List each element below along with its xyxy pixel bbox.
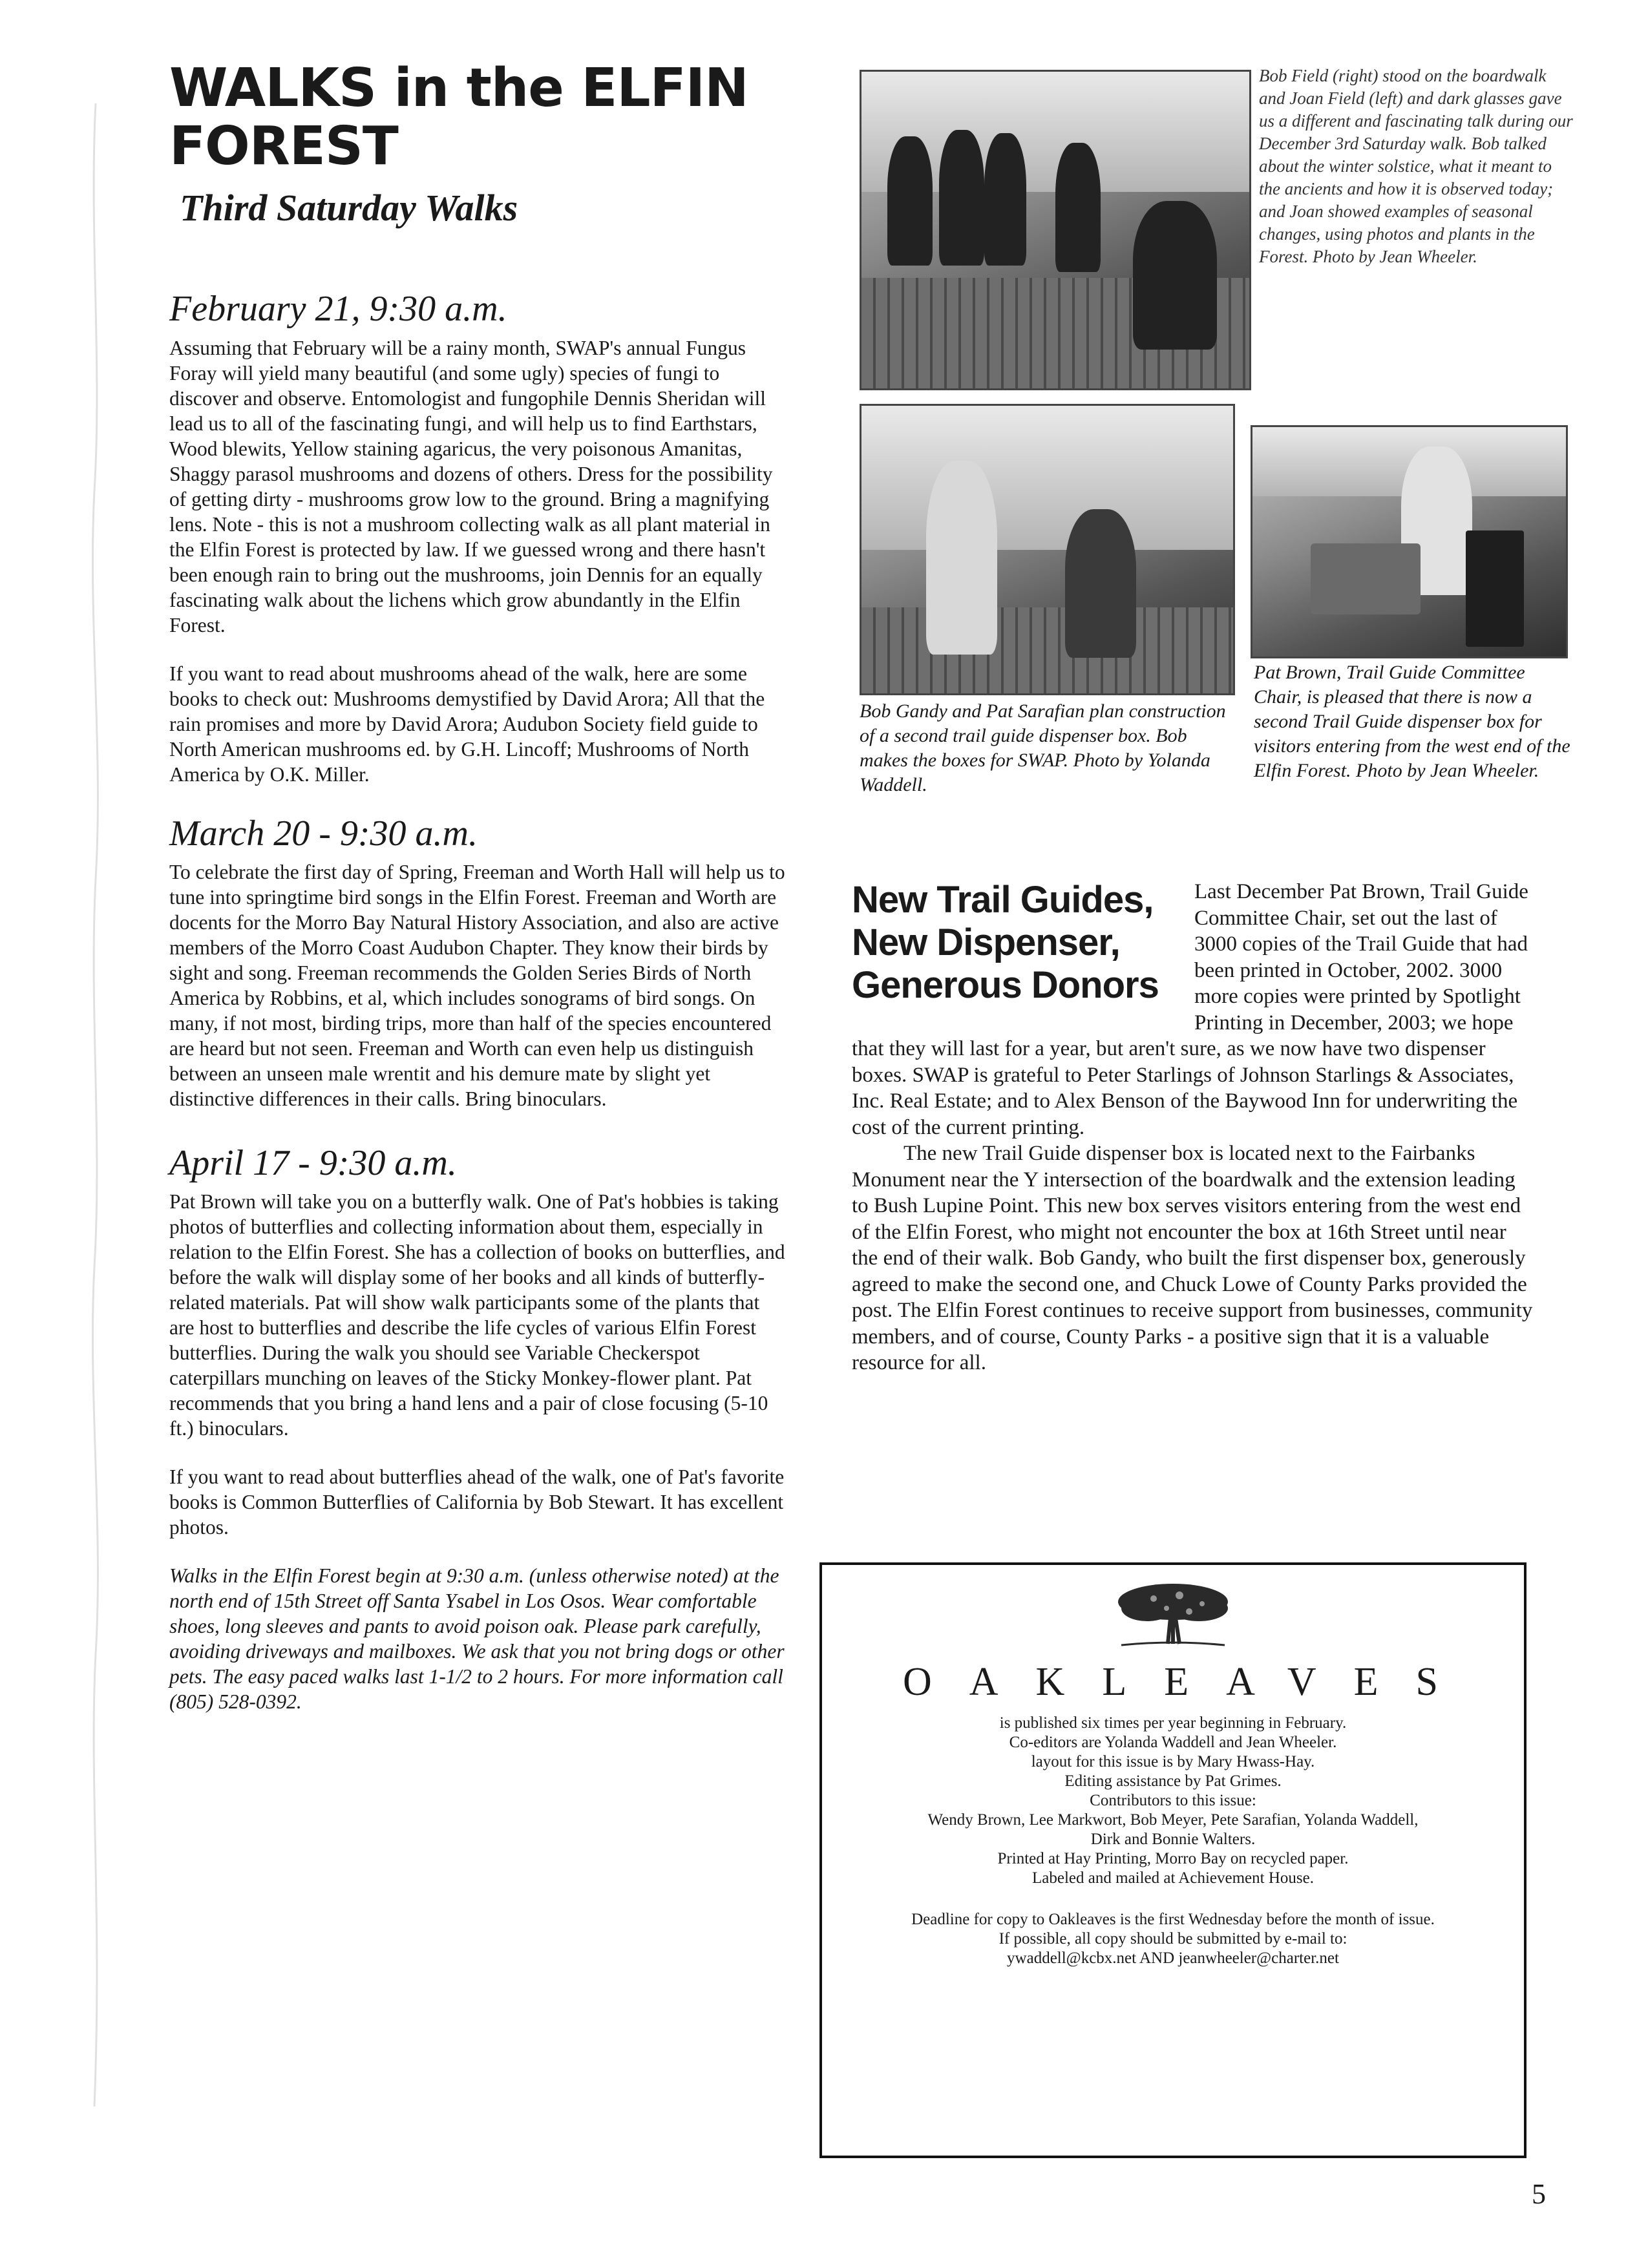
scan-margin-marks [83,103,109,2106]
oak-tree-icon [1108,1579,1238,1654]
oakleaves-title: OAKLEAVES [903,1660,1475,1704]
oakleaves-email: ywaddell@kcbx.net AND jeanwheeler@charter.net [1007,1949,1339,1967]
brown-photo-caption: Pat Brown, Trail Guide Committee Chair, is pleased that there is now a second Trail Guide dispenser box for visitors entering from the west end of the Elfin Forest. Photo by Jean Wheeler. [1254,662,1570,781]
oakleaves-line: layout for this issue is by Mary Hwass-Hay. [1031,1753,1315,1770]
walk-paragraph: If you want to read about mushrooms ahead of the walk, here are some books to check out: Mushrooms demystified by David Arora; All that the rain promises and more by David Arora; Audubon Society field guide to North American mushrooms ed. by G.H. Lincoff; Mushrooms of North America by O.K. Miller. [169,662,765,786]
oakleaves-deadline: If possible, all copy should be submitted by e-mail to: [998,1930,1347,1948]
walk-april [169,1142,787,1540]
page-title: WALKS in the ELFIN FOREST [169,58,748,178]
pat-brown-dispenser-photo [1251,425,1568,658]
oakleaves-line: Wendy Brown, Lee Markwort, Bob Meyer, Pete Sarafian, Yolanda Waddell, [927,1811,1419,1829]
walk-paragraph: Assuming that February will be a rainy month, SWAP's annual Fungus Foray will yield many beautiful (and some ugly) species of fungi to discover and observe. Entomologist and fungophile Dennis Sheridan will lead us to all of the fascinating fungi, and will help us to find Earthstars, Wood blewits, Yellow staining agaricus, the very poisonous Amanitas, Shaggy parasol mushrooms and dozens of others. Dress for the possibility of getting dirty - mushrooms grow low to the ground. Bring a magnifying lens. Note - this is not a mushroom collecting walk as all plant material in the Elfin Forest is protected by law. If we guessed wrong and there hasn't been enough rain to bring out the mushrooms, join Dennis for an equally fascinating walk about the lichens which grow abundantly in the Elfin Forest. [169,336,773,636]
oakleaves-line: is published six times per year beginning in February. [999,1714,1347,1732]
page-number: 5 [1532,2178,1546,2210]
oakleaves-line: Editing assistance by Pat Grimes. [1064,1772,1282,1790]
walk-heading: February 21, 9:30 a.m. [169,289,507,330]
oakleaves-deadline: Deadline for copy to Oakleaves is the first Wednesday before the month of issue. [911,1911,1435,1928]
headline-line: New Dispenser, [852,921,1120,963]
page-subtitle: Third Saturday Walks [180,187,518,229]
walk-heading: April 17 - 9:30 a.m. [169,1142,457,1183]
walk-paragraph: Pat Brown will take you on a butterfly walk. One of Pat's hobbies is taking photos of butterflies and collecting information about them, especially in relation to the Elfin Forest. She has a collection of books on butterflies, and before the walk will display some of her books and all kinds of butterfly-related materials. Pat will show walk participants some of the plants that are host to butterflies and describe the life cycles of various Elfin Forest butterflies. During the walk you should see Variable Checkerspot caterpillars munching on leaves of the Sticky Monkey-flower plant. Pat recommends that you bring a hand lens and a pair of close focusing (5-10 ft.) binoculars. [169,1190,785,1440]
oakleaves-line: Labeled and mailed at Achievement House. [1032,1869,1314,1887]
walk-paragraph: To celebrate the first day of Spring, Freeman and Worth Hall will help us to tune into springtime bird songs in the Elfin Forest. Freeman and Worth are docents for the Morro Bay Natural History Association, and also are active members of the Morro Coast Audubon Chapter. They know their birds by sight and song. Freeman recommends the Golden Series Birds of North America by Robbins, et al, which includes sonograms of bird songs. On many, if not most, birding trips, more than half of the species encountered are heard but not seen. Freeman and Worth can even help us distinguish between an unseen male wrentit and his demure mate by slight yet distinctive differences in their calls. Bring binoculars. [169,860,785,1110]
oakleaves-line: Dirk and Bonnie Walters. [1090,1831,1256,1848]
gandy-sarafian-photo [860,404,1235,695]
headline-line: New Trail Guides, [852,879,1154,921]
walk-paragraph: If you want to read about butterflies ahead of the walk, one of Pat's favorite books is Common Butterflies of California by Bob Stewart. It has excellent photos. [169,1465,785,1539]
solstice-walk-photo [860,70,1251,390]
walks-closing-note: Walks in the Elfin Forest begin at 9:30 a.m. (unless otherwise noted) at the north end of 15th Street off Santa Ysabel in Los Osos. Wear comfortable shoes, long sleeves and pants to avoid poison oak. Please park carefully, avoiding driveways and mailboxes. We ask that you not bring dogs or other pets. The easy paced walks last 1-1/2 to 2 hours. For more information call (805) 528-0392. [169,1564,785,1714]
oakleaves-line: Co-editors are Yolanda Waddell and Jean Wheeler. [1009,1734,1337,1751]
article-paragraph: The new Trail Guide dispenser box is located next to the Fairbanks Monument near the Y intersection of the boardwalk and the extension leading to Bush Lupine Point. This new box serves visitors entering from the west end of the Elfin Forest, who might not encounter the box at 16th Street until near the end of their walk. Bob Gandy, who built the first dispenser box, generously agreed to make the second one, and Chuck Lowe of County Parks provided the post. The Elfin Forest continues to receive support from businesses, community members, and of course, County Parks - a positive sign that it is a valuable resource for all. [852,1142,1533,1374]
trail-guides-article [852,879,1537,1376]
gandy-photo-caption: Bob Gandy and Pat Sarafian plan construction of a second trail guide dispenser box. Bob makes the boxes for SWAP. Photo by Yolanda Waddell. [860,700,1226,795]
article-paragraph: Last December Pat Brown, Trail Guide Committee Chair, set out the last of 3000 copies of the Trail Guide that had been printed in October, 2002. 3000 more copies were printed by Spotlight Printing in December, 2003; we hope that they will last for a year, but aren't sure, as we now have two dispenser boxes. SWAP is grateful to Peter Starlings of Johnson Starlings & Associates, Inc. Real Estate; and to Alex Benson of the Baywood Inn for underwriting the cost of the current printing. [852,880,1528,1139]
walk-march [169,813,787,1111]
oakleaves-line: Printed at Hay Printing, Morro Bay on recycled paper. [997,1850,1349,1867]
article-headline [852,879,1175,1007]
solstice-photo-caption: Bob Field (right) stood on the boardwalk and Joan Field (left) and dark glasses gave us a different and fascinating talk during our December 3rd Saturday walk. Bob talked about the winter solstice, what it meant to the ancients and how it is observed today; and Joan showed examples of seasonal changes, using photos and plants in the Forest. Photo by Jean Wheeler. [1259,66,1573,266]
headline-line: Generous Donors [852,964,1159,1006]
oakleaves-masthead-box [819,1562,1527,2158]
walk-heading: March 20 - 9:30 a.m. [169,813,478,854]
walks-column [169,59,787,1714]
oakleaves-line: Contributors to this issue: [1090,1792,1256,1809]
oak-tree-logo [822,1579,1524,1657]
walk-february [169,288,787,786]
